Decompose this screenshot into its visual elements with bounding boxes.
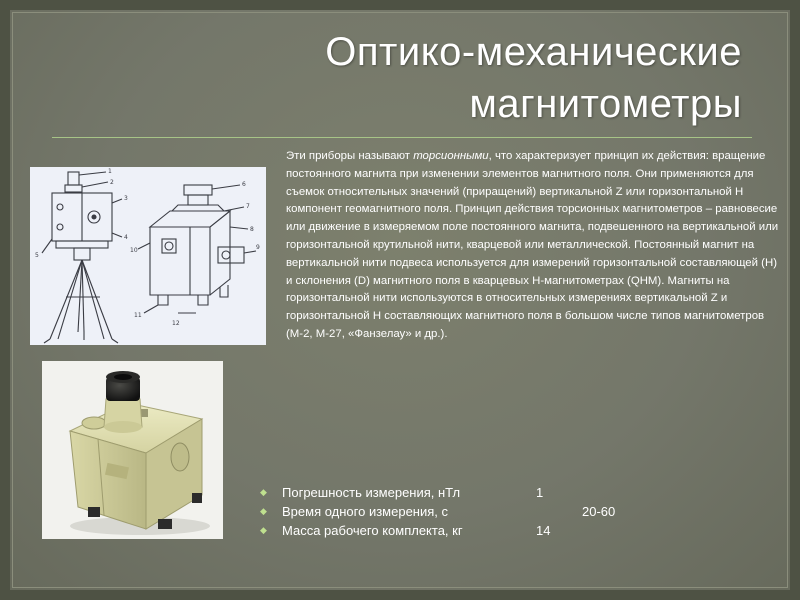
body-text-term: торсионными xyxy=(413,150,489,162)
spec-name: Погрешность измерения, нТл xyxy=(282,485,461,500)
spec-value: 20-60 xyxy=(582,504,616,519)
diagram-label: 10 xyxy=(130,247,138,254)
spec-row xyxy=(260,483,680,502)
diagram-label: 9 xyxy=(256,244,260,251)
title-line-1: Оптико-механические xyxy=(325,30,742,74)
diagram-label: 12 xyxy=(172,320,180,327)
spec-value: 14 xyxy=(536,523,551,538)
bullet-diamond-icon: ◆ xyxy=(260,487,267,497)
instrument-diagram-drawing xyxy=(30,167,266,345)
diagram-label: 8 xyxy=(250,226,254,233)
magnetometer-photo-image xyxy=(42,361,223,539)
bullet-diamond-icon: ◆ xyxy=(260,506,267,516)
slide-title xyxy=(122,26,742,130)
title-line-2: магнитометры xyxy=(469,82,742,126)
instrument-diagram xyxy=(30,167,266,345)
spec-row xyxy=(260,502,680,521)
diagram-label: 11 xyxy=(134,312,142,319)
bullet-diamond-icon: ◆ xyxy=(260,525,267,535)
body-text-rest: , что характеризует принцип их действия: вращение постоянного магнита при изменении элементов магнитного поля. Они применяются для съемок относительных значений (приращений) вертикальной Z или горизонтальной H компонент геомагнитного поля. Принцип действия торсионных магнитометров – равновесие или движение в измеряемом поле постоянного магнита, подвешенного на вертикальной или горизонтальной крутильной нити, кварцевой или металлической. Постоянный магнит на вертикальной нити подвеса используется для измерений горизонтальной составляющей (H) и склонения (D) магнитного поля в кварцевых H-магнитометрах (QHM). Магниты на горизонтальной нити используются в относительных измерениях вертикальной Z и горизонтальной H составляющих магнитного поля в большом числе типов магнитометров (М-2, М-27, «Фанзелау» и др.). xyxy=(286,150,779,340)
spec-name: Масса рабочего комплекта, кг xyxy=(282,523,463,538)
diagram-label: 7 xyxy=(246,203,250,210)
spec-value: 1 xyxy=(536,485,544,500)
diagram-label: 1 xyxy=(108,168,112,175)
diagram-label: 5 xyxy=(35,252,39,259)
spec-row xyxy=(260,521,680,540)
diagram-label: 3 xyxy=(124,195,128,202)
specs-list xyxy=(260,483,680,540)
diagram-label: 4 xyxy=(124,234,128,241)
body-paragraph xyxy=(286,148,780,344)
title-divider xyxy=(52,137,752,138)
diagram-label: 6 xyxy=(242,181,246,188)
diagram-label: 2 xyxy=(110,179,114,186)
magnetometer-photo xyxy=(42,361,223,539)
spec-name: Время одного измерения, с xyxy=(282,504,449,519)
body-text-intro: Эти приборы называют xyxy=(286,150,414,162)
